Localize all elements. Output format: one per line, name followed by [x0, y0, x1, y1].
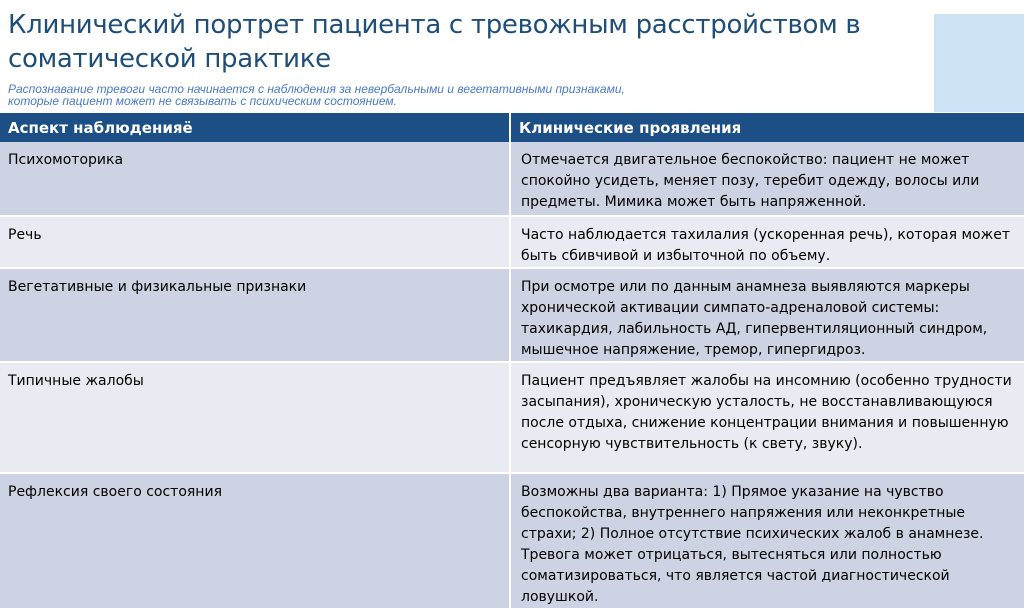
table-row — [0, 362, 1024, 473]
slide-subtitle: Распознавание тревоги часто начинается с наблюдения за невербальными и вегетативными признаками, которые пациент может не связывать с психическим состоянием. — [8, 82, 625, 108]
clinical-portrait-table — [0, 113, 1024, 610]
column-header-manifestations: Клинические проявления — [510, 113, 1024, 142]
column-header-aspect: Аспект наблюденияё — [0, 113, 510, 142]
table-row — [0, 268, 1024, 362]
aspect-cell: Типичные жалобы — [0, 362, 510, 473]
manifestation-cell: Пациент предъявляет жалобы на инсомнию (особенно трудности засыпания), хроническую усталость, не восстанавливающуюся после отдыха, снижение концентрации внимания и повышенную сенсорную чувствительность (к свету, звуку). — [510, 362, 1024, 473]
aspect-cell: Рефлексия своего состояния — [0, 473, 510, 609]
aspect-cell: Речь — [0, 216, 510, 268]
table-row — [0, 216, 1024, 268]
table-row — [0, 473, 1024, 609]
aspect-cell: Психомоторика — [0, 142, 510, 216]
manifestation-cell: Отмечается двигательное беспокойство: пациент не может спокойно усидеть, меняет позу, теребит одежду, волосы или предметы. Мимика может быть напряженной. — [510, 142, 1024, 216]
aspect-cell: Вегетативные и физикальные признаки — [0, 268, 510, 362]
table-row — [0, 142, 1024, 216]
table-header-row — [0, 113, 1024, 142]
manifestation-cell: При осмотре или по данным анамнеза выявляются маркеры хронической активации симпато-адреналовой системы: тахикардия, лабильность АД, гипервентиляционный синдром, мышечное напряжение, тремор, гипергидроз. — [510, 268, 1024, 362]
manifestation-cell: Возможны два варианта: 1) Прямое указание на чувство беспокойства, внутреннего напряжения или неконкретные страхи; 2) Полное отсутствие психических жалоб в анамнезе. Тревога может отрицаться, вытесняться или полностью соматизироваться, что является частой диагностической ловушкой. — [510, 473, 1024, 609]
slide-title: Клинический портрет пациента с тревожным расстройством в соматической практике — [8, 10, 861, 74]
decorative-accent-box — [934, 14, 1024, 112]
manifestation-cell: Часто наблюдается тахилалия (ускоренная речь), которая может быть сбивчивой и избыточной по объему. — [510, 216, 1024, 268]
